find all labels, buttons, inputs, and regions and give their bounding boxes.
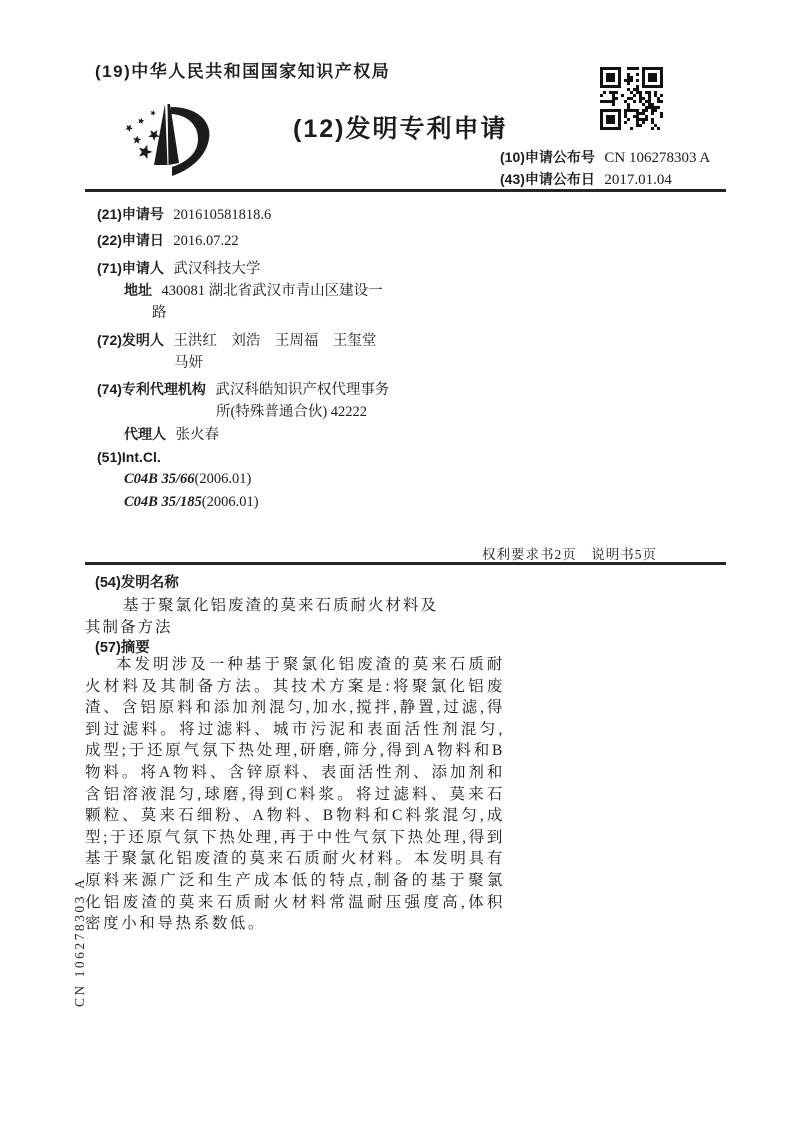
header-divider (85, 189, 726, 192)
qr-code-icon (600, 67, 663, 130)
inventors-line-2 (174, 351, 203, 372)
application-number-line (97, 204, 271, 224)
application-date-label: (22)申请日 (97, 232, 164, 248)
agency-value-1: 武汉科皓知识产权代理事务 (215, 382, 390, 398)
application-date-value: 2016.07.22 (173, 233, 239, 249)
intcl-label: (51)Int.Cl. (97, 449, 161, 465)
agency-label: (74)专利代理机构 (97, 381, 206, 397)
intcl-version-1: (2006.01) (194, 471, 252, 487)
intcl-header-line (97, 449, 167, 467)
publication-number-label: (10)申请公布号 (500, 149, 595, 165)
publication-date-line (500, 169, 672, 189)
applicant-value: 武汉科技大学 (173, 261, 261, 277)
application-number-label: (21)申请号 (97, 206, 164, 222)
invention-title-line-1: 基于聚氯化铝废渣的莫来石质耐火材料及 (123, 597, 439, 614)
address-line-2 (152, 301, 167, 322)
doc-type-title: (12)发明专利申请 (293, 115, 508, 143)
agency-line-1 (97, 378, 389, 399)
agent-line (124, 423, 219, 444)
invention-title-line-2: 其制备方法 (85, 619, 173, 636)
intcl-code-2: C04B 35/185 (124, 494, 202, 510)
inventors-line-1 (97, 329, 376, 350)
agent-label: 代理人 (124, 426, 166, 442)
cnipa-logo-icon (110, 97, 232, 189)
abstract-text: 本发明涉及一种基于聚氯化铝废渣的莫来石质耐火材料及其制备方法。其技术方案是:将聚氯化铝废渣、含铝原料和添加剂混匀,加水,搅拌,静置,过滤,得到过滤料。将过滤料、城市污泥和表面活性剂混匀,成型;于还原气氛下热处理,研磨,筛分,得到A物料和B物料。将A物料、含锌原料、表面活性剂、添加剂和含铝溶液混匀,球磨,得到C料浆。将过滤料、莫来石颗粒、莫来石细粉、A物料、B物料和C料浆混匀,成型;于还原气氛下热处理,再于中性气氛下热处理,得到基于聚氯化铝废渣的莫来石质耐火材料。本发明具有原料来源广泛和生产成本低的特点,制备的基于聚氯化铝废渣的莫来石质耐火材料常温耐压强度高,体积密度小和导热系数低。 (85, 656, 505, 933)
intcl-version-2: (2006.01) (201, 494, 259, 510)
intcl-entry-1 (124, 471, 251, 488)
publication-number-value: CN 106278303 A (604, 150, 711, 166)
inventors-label: (72)发明人 (97, 332, 164, 348)
inventors-value-2: 马妍 (174, 355, 203, 371)
applicant-label: (71)申请人 (97, 260, 164, 276)
publication-date-label: (43)申请公布日 (500, 171, 595, 187)
publication-date-value: 2017.01.04 (604, 172, 672, 188)
intcl-entry-2 (124, 494, 259, 511)
section-divider (85, 562, 726, 565)
publication-number-line (500, 147, 710, 167)
logo-stars (125, 110, 159, 159)
agency-value-2: 所(特殊普通合伙) 42222 (216, 404, 368, 420)
invention-title-label: (54)发明名称 (95, 575, 179, 591)
address-value-2: 路 (152, 305, 167, 321)
address-value-1: 430081 湖北省武汉市青山区建设一 (161, 283, 383, 299)
abstract-label: (57)摘要 (95, 640, 150, 656)
address-label: 地址 (124, 282, 152, 298)
inventors-value-1: 王洪红 刘浩 王周福 王玺堂 (173, 333, 377, 349)
side-publication-number: CN 106278303 A (72, 876, 87, 1007)
address-line-1 (124, 279, 383, 300)
applicant-line (97, 257, 260, 278)
application-date-line (97, 230, 239, 250)
patent-office-name: (19)中华人民共和国国家知识产权局 (95, 62, 391, 81)
agent-value: 张火春 (175, 427, 219, 443)
agency-line-2 (216, 400, 367, 421)
intcl-code-1: C04B 35/66 (124, 471, 195, 487)
pages-info: 权利要求书2页 说明书5页 (482, 547, 657, 562)
application-number-value: 201610581818.6 (173, 207, 272, 223)
